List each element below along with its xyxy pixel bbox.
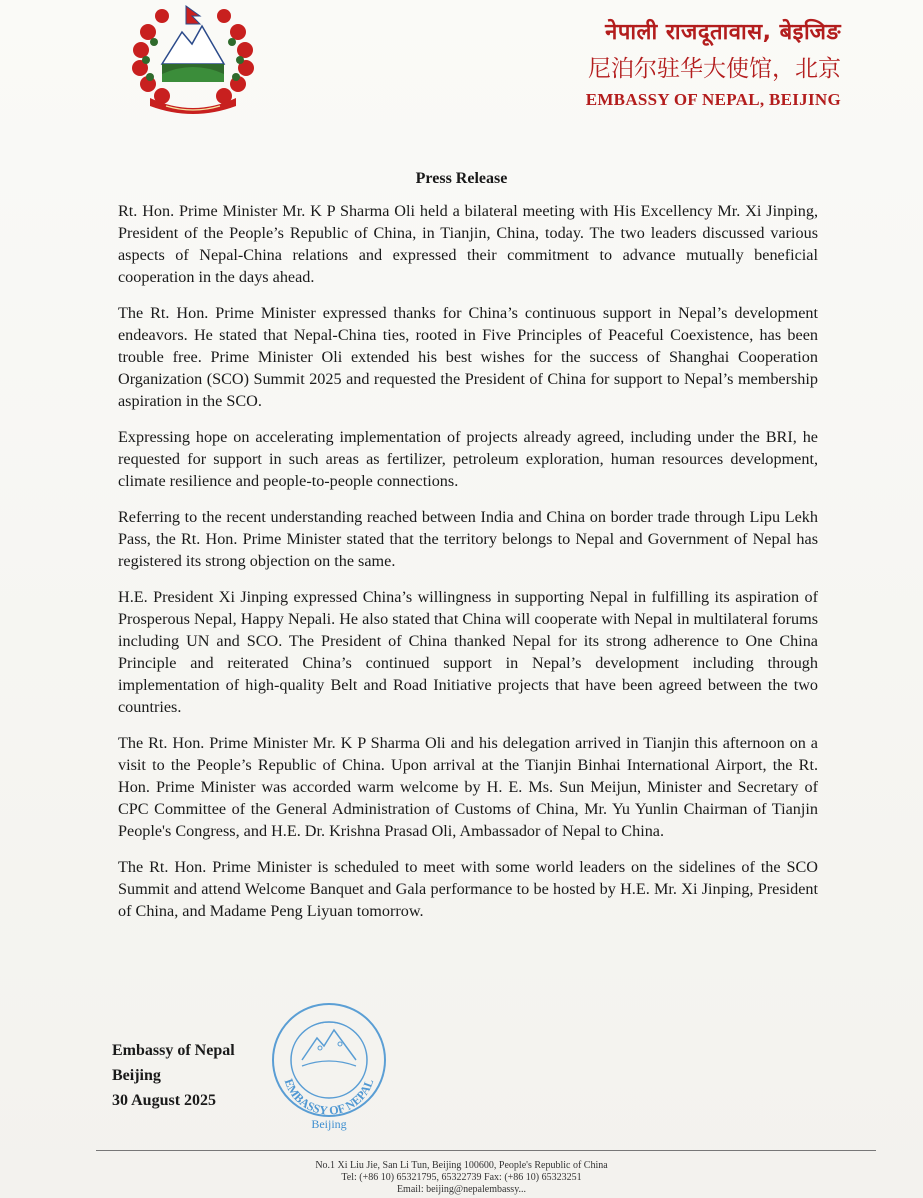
paragraph: The Rt. Hon. Prime Minister is scheduled to meet with some world leaders on the sidelines of the SCO Summit and attend Welcome Banquet and Gala performance to be hosted by H.E. Mr. Xi Jinping, President of China, and Madame Peng Liyuan tomorrow.: [118, 858, 818, 920]
document-title: Press Release: [415, 170, 508, 187]
header-english: EMBASSY OF NEPAL, BEIJING: [585, 90, 841, 109]
paragraph: Expressing hope on accelerating implementation of projects already agreed, including under the BRI, he requested for support in such areas as fertilizer, petroleum exploration, human resources development, climate resilience and people-to-people connections.: [118, 428, 818, 490]
stamp-text: EMBASSY OF NEPAL: [281, 1076, 377, 1118]
header-chinese: 尼泊尔驻华大使馆，北京: [588, 56, 841, 82]
paragraph: Rt. Hon. Prime Minister Mr. K P Sharma Oli held a bilateral meeting with His Excellency Mr. Xi Jinping, President of the People’s Republic of China, in Tianjin, China, today. The two leaders discussed various aspects of Nepal-China relations and expressed their commitment to advance mutually beneficial cooperation in the days ahead.: [118, 202, 818, 286]
paragraph: The Rt. Hon. Prime Minister Mr. K P Sharma Oli and his delegation arrived in Tianjin this afternoon on a visit to the People’s Republic of China. Upon arrival at the Tianjin Binhai International Airport, the Rt. Hon. Prime Minister was accorded warm welcome by H. E. Ms. Sun Meijun, Minister and Secretary of CPC Committee of the General Administration of Customs of China, Mr. Yu Yunlin Chairman of Tianjin People's Congress, and H.E. Dr. Krishna Prasad Oli, Ambassador of Nepal to China.: [118, 734, 818, 840]
nepal-coat-of-arms-icon: [126, 2, 260, 114]
stamp-city: Beijing: [311, 1117, 347, 1131]
footer-address: No.1 Xi Liu Jie, San Li Tun, Beijing 100600, People's Republic of China: [315, 1160, 608, 1171]
footer-phone: Tel: (+86 10) 65321795, 65322739 Fax: (+86 10) 65323251: [341, 1172, 582, 1183]
signature-org: Embassy of Nepal: [112, 1042, 235, 1059]
footer: [0, 1160, 923, 1196]
paragraph: Referring to the recent understanding reached between India and China on border trade through Lipu Lekh Pass, the Rt. Hon. Prime Minister stated that the territory belongs to Nepal and Government of Nepal has registered its strong objection on the same.: [118, 508, 818, 570]
embassy-header: [586, 18, 841, 110]
footer-email: Email: beijing@nepalembassy...: [396, 1184, 527, 1195]
document-body: [118, 200, 818, 936]
header-nepali: नेपाली राजदूतावास, बेइजिङ: [605, 20, 841, 45]
paragraph: The Rt. Hon. Prime Minister expressed thanks for China’s continuous support in Nepal’s development endeavors. He stated that Nepal-China ties, rooted in Five Principles of Peaceful Coexistence, has been trouble free. Prime Minister Oli extended his best wishes for the success of Shanghai Cooperation Organization (SCO) Summit 2025 and requested the President of China for support to Nepal’s membership aspiration in the SCO.: [118, 304, 818, 410]
signature-city: Beijing: [112, 1067, 161, 1084]
footer-divider: [96, 1150, 876, 1151]
signature-date: 30 August 2025: [112, 1092, 217, 1109]
embassy-seal-icon: [262, 1000, 396, 1135]
signature-block: [112, 1038, 235, 1113]
paragraph: H.E. President Xi Jinping expressed China’s willingness in supporting Nepal in fulfilling its aspiration of Prosperous Nepal, Happy Nepali. He also stated that China will cooperate with Nepal in multilateral forums including UN and SCO. The President of China thanked Nepal for its strong adherence to One China Principle and reiterated China’s continued support in Nepal’s development including through implementation of high-quality Belt and Road Initiative projects that have been agreed between the two countries.: [118, 588, 818, 716]
